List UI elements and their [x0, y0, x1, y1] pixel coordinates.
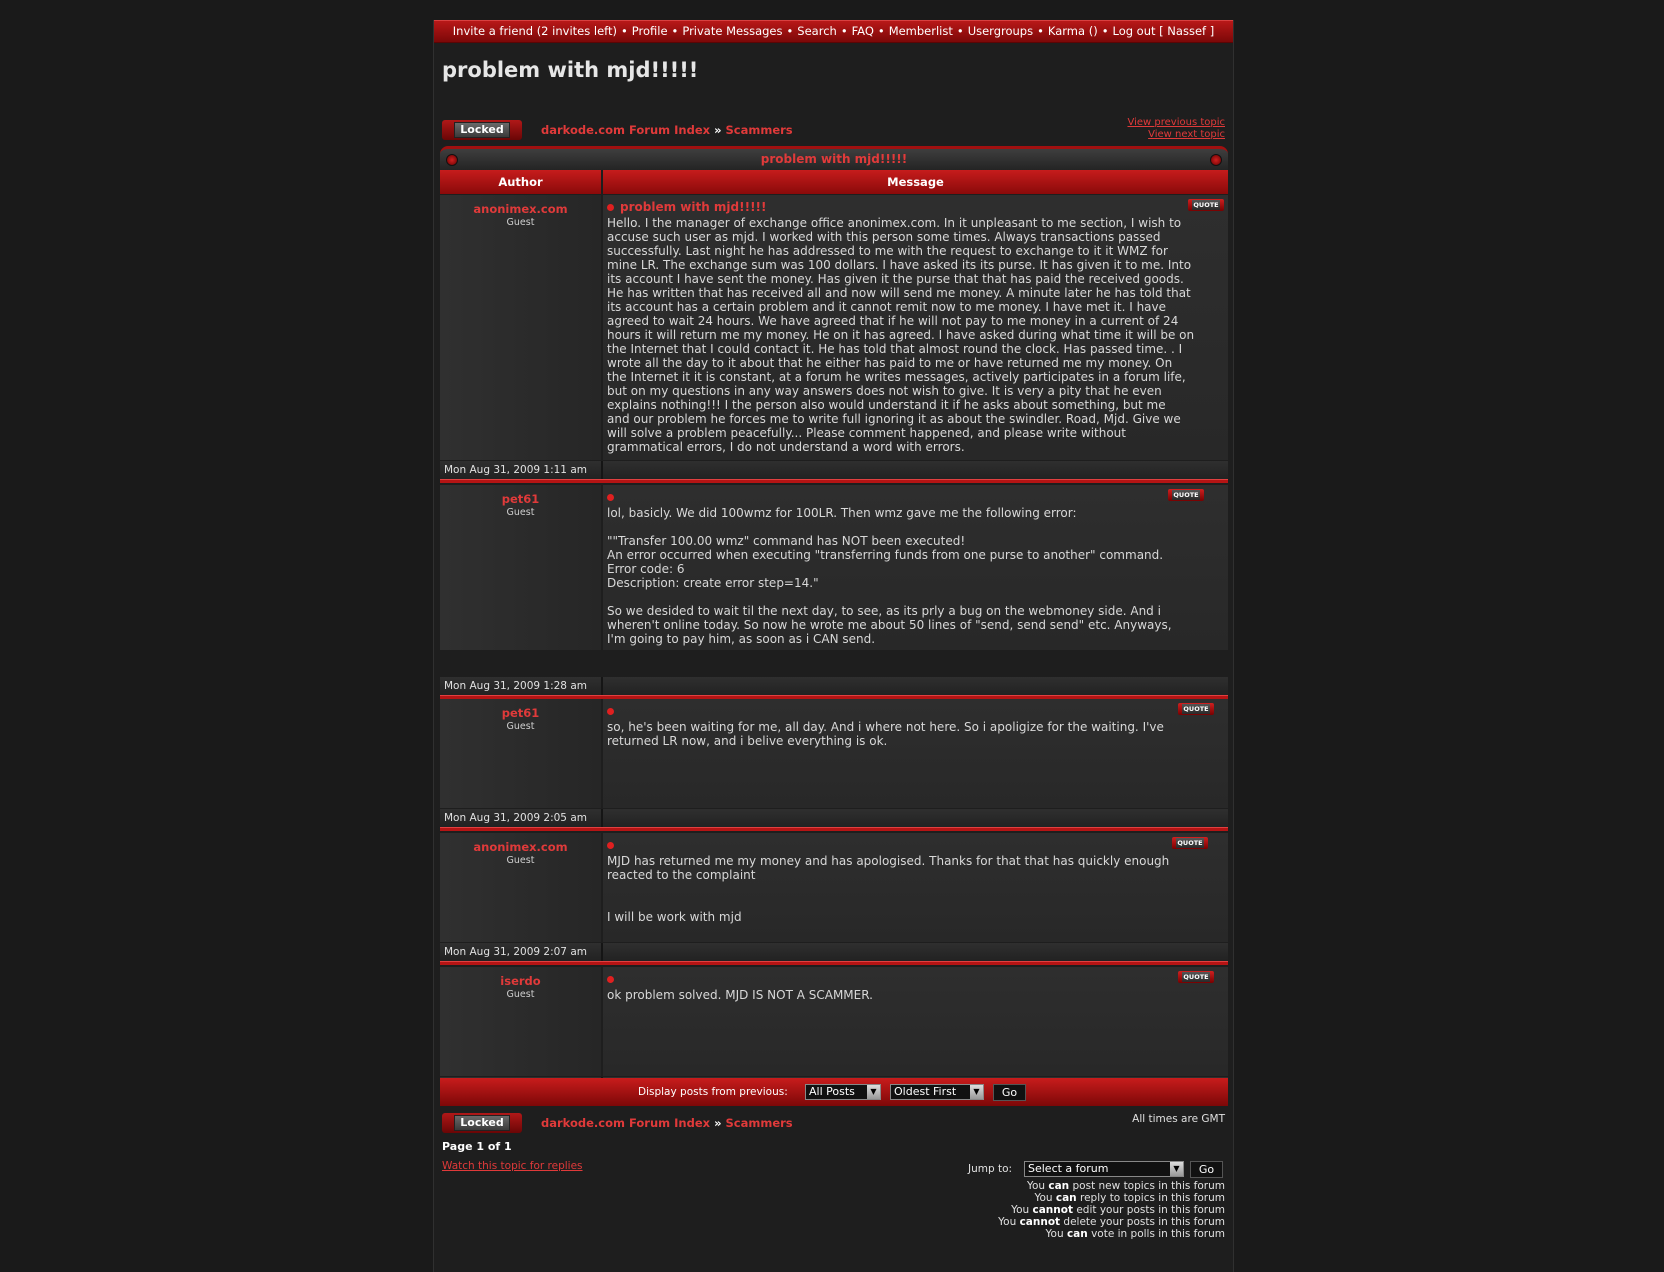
- post-separator: [440, 479, 1228, 483]
- nav-separator: •: [956, 24, 964, 38]
- post-body: [603, 195, 1228, 460]
- post-date-bar: [440, 943, 1228, 961]
- quote-label: QUOTE: [1183, 973, 1209, 981]
- post-author-rank: Guest: [506, 721, 535, 732]
- nav-profile[interactable]: Profile: [631, 24, 668, 38]
- locked-button-bottom[interactable]: [442, 1113, 522, 1133]
- breadcrumb-bottom: [541, 1116, 793, 1130]
- topic-header: [440, 146, 1228, 170]
- nav-logout[interactable]: Log out [ Nassef ]: [1112, 24, 1215, 38]
- post-author-name[interactable]: anonimex.com: [473, 840, 568, 854]
- topic-title-link[interactable]: problem with mjd!!!!!: [760, 152, 908, 166]
- nav-search[interactable]: Search: [797, 24, 837, 38]
- nav-memberlist[interactable]: Memberlist: [888, 24, 953, 38]
- timezone-note: All times are GMT: [1132, 1113, 1225, 1125]
- post-separator: [440, 827, 1228, 831]
- post-text: so, he's been waiting for me, all day. And i where not here. So i apoligize for the waiting. I've returned LR now, and i belive everything is ok.: [607, 720, 1164, 748]
- post-author-rank: Guest: [506, 989, 535, 1000]
- quote-button[interactable]: [1172, 837, 1208, 849]
- nav-karma[interactable]: Karma (): [1047, 24, 1098, 38]
- breadcrumb-separator: »: [714, 1116, 722, 1130]
- watch-topic-link[interactable]: Watch this topic for replies: [442, 1160, 583, 1172]
- display-range-select[interactable]: [805, 1084, 881, 1100]
- breadcrumb-scammers[interactable]: Scammers: [725, 123, 793, 137]
- message-column-header: Message: [603, 170, 1228, 194]
- nav-separator: •: [1101, 24, 1109, 38]
- quote-button[interactable]: [1178, 971, 1214, 983]
- post-text: MJD has returned me my money and has apologised. Thanks for that that has quickly enough reacted to the complaint I will be work with mjd: [607, 854, 1170, 924]
- permission-line: You cannot edit your posts in this forum: [1011, 1204, 1225, 1216]
- breadcrumb-separator: »: [714, 123, 722, 137]
- post-author-name[interactable]: pet61: [501, 492, 540, 506]
- nav-invite[interactable]: Invite a friend (2 invites left): [452, 24, 617, 38]
- post-date-bar: [440, 677, 1228, 695]
- chevron-down-icon: ▼: [970, 1085, 983, 1099]
- post: [440, 195, 1228, 492]
- column-headers: [440, 170, 1228, 194]
- page-container: [433, 20, 1234, 1272]
- post-separator: [440, 961, 1228, 965]
- breadcrumb-scammers[interactable]: Scammers: [725, 1116, 793, 1130]
- quote-label: QUOTE: [1183, 705, 1209, 713]
- post-subject: [607, 704, 620, 718]
- jump-to-value: Select a forum: [1028, 1162, 1109, 1175]
- nav-separator: •: [877, 24, 885, 38]
- author-column-header: Author: [440, 170, 601, 194]
- quote-label: QUOTE: [1177, 839, 1203, 847]
- post: [440, 485, 1228, 692]
- post-icon: [607, 204, 614, 211]
- nav-separator: •: [840, 24, 848, 38]
- post-subject: [607, 972, 620, 986]
- post-subject: [607, 200, 767, 214]
- quote-button[interactable]: [1188, 199, 1224, 211]
- post-date: Mon Aug 31, 2009 2:05 am: [444, 812, 587, 824]
- locked-button[interactable]: [442, 120, 522, 140]
- display-range-value: All Posts: [809, 1085, 855, 1098]
- chevron-down-icon: ▼: [1170, 1162, 1183, 1176]
- top-navigation: [434, 20, 1233, 43]
- post-date: Mon Aug 31, 2009 2:07 am: [444, 946, 587, 958]
- permission-line: You can vote in polls in this forum: [1045, 1228, 1225, 1240]
- quote-label: QUOTE: [1173, 491, 1199, 499]
- post-date-bar: [440, 809, 1228, 827]
- post-date-bar: [440, 461, 1228, 479]
- nav-separator: •: [671, 24, 679, 38]
- post-body: [603, 967, 1228, 1076]
- divider: [601, 809, 603, 827]
- view-previous-topic-link[interactable]: View previous topic: [1127, 117, 1225, 128]
- post-icon: [607, 976, 614, 983]
- display-order-value: Oldest First: [894, 1085, 957, 1098]
- display-go-button[interactable]: Go: [993, 1084, 1026, 1101]
- post-author-cell: [440, 699, 601, 808]
- nav-private-messages[interactable]: Private Messages: [682, 24, 783, 38]
- display-order-select[interactable]: [890, 1084, 984, 1100]
- post-body: [603, 699, 1228, 808]
- nav-usergroups[interactable]: Usergroups: [967, 24, 1034, 38]
- divider: [601, 943, 603, 961]
- post-author-name[interactable]: pet61: [501, 706, 540, 720]
- post-author-rank: Guest: [506, 855, 535, 866]
- nav-separator: •: [620, 24, 628, 38]
- nav-separator: •: [786, 24, 794, 38]
- jump-to-label: Jump to:: [968, 1163, 1013, 1175]
- permission-line: You cannot delete your posts in this forum: [998, 1216, 1225, 1228]
- post-author-cell: [440, 485, 601, 650]
- post-text: ok problem solved. MJD IS NOT A SCAMMER.: [607, 988, 873, 1002]
- post-icon: [607, 842, 614, 849]
- post-subject: [607, 490, 620, 504]
- quote-button[interactable]: [1178, 703, 1214, 715]
- nav-separator: •: [1037, 24, 1044, 38]
- post-author-name[interactable]: anonimex.com: [473, 202, 568, 216]
- jump-go-button[interactable]: Go: [1190, 1161, 1223, 1178]
- post: [440, 967, 1228, 1080]
- post-subject-text: problem with mjd!!!!!: [620, 200, 767, 214]
- quote-button[interactable]: [1168, 489, 1204, 501]
- quote-label: QUOTE: [1193, 201, 1219, 209]
- permission-line: You can post new topics in this forum: [1026, 1180, 1225, 1192]
- post: [440, 833, 1228, 958]
- post-date: Mon Aug 31, 2009 1:28 am: [444, 680, 587, 692]
- post-text: Hello. I the manager of exchange office anonimex.com. In it unpleasant to me section, I wish to accuse such user as mjd. I worked with this person some times. Always transactions passed successfully. Last night he has addressed to me with the request to exchange to it it WMZ for mine LR. The exchange sum was 100 dollars. I have asked its its purse. It has given it to me. Into its account I have sent the money. Has given it the purse that that has paid the received goods. He has written that has received all and now will send me money. A minute later he has told that its account has a certain problem and it cannot remit now to me money. I have met it. I have agreed to wait 24 hours. We have agreed that if he will not pay to me money in a current of 24 hours it will return me my money. He on it has agreed. I have asked during what time it will be on the Internet that I could contact it. He has told that almost round the clock. Has passed time. . I wrote all the day to it about that he either has paid to me or have returned me my money. On the Internet it it is constant, at a forum he writes messages, actively participates in a forum life, but on my questions in any way answers does not wish to give. It is very a pity that he even explains nothing!!! I the person also would understand it if he asks about something, but me and our problem he forces me to write full ignoring it as about the swindler. Road, Mjd. Give we will solve a problem peacefully... Please comment happened, and please write without grammatical errors, I do not understand a word with errors.: [607, 216, 1195, 454]
- post-subject: [607, 838, 620, 852]
- display-label: Display posts from previous:: [638, 1086, 788, 1098]
- post-author-cell: [440, 195, 601, 460]
- post-author-rank: Guest: [506, 507, 535, 518]
- post-author-rank: Guest: [506, 217, 535, 228]
- jump-to-select[interactable]: [1024, 1161, 1184, 1177]
- header-dot-icon: [446, 154, 458, 166]
- display-options-bar: [440, 1078, 1228, 1106]
- page-info: Page 1 of 1: [442, 1140, 512, 1153]
- view-next-topic-link[interactable]: View next topic: [1148, 129, 1225, 140]
- page-title: problem with mjd!!!!!: [442, 58, 699, 82]
- post-author-cell: [440, 967, 601, 1076]
- breadcrumb-forum-index[interactable]: darkode.com Forum Index: [541, 123, 711, 137]
- post: [440, 699, 1228, 824]
- post-icon: [607, 708, 614, 715]
- permission-line: You can reply to topics in this forum: [1034, 1192, 1225, 1204]
- breadcrumb: [541, 123, 793, 137]
- post-text: lol, basicly. We did 100wmz for 100LR. Then wmz gave me the following error: ""Transfer 100.00 wmz" command has NOT been executed! An error occurred when executing "transferring funds from one purse to another" command. Error code: 6 Description: create error step=14." So we desided to wait til the next day, to see, as its prly a bug on the webmoney side. And i wheren't online today. So now he wrote me about 50 lines of "send, send send" etc. Anyways, I'm going to pay him, as soon as i CAN send.: [607, 506, 1172, 646]
- divider: [601, 677, 603, 695]
- header-dot-icon: [1210, 154, 1222, 166]
- nav-faq[interactable]: FAQ: [851, 24, 874, 38]
- post-date: Mon Aug 31, 2009 1:11 am: [444, 464, 587, 476]
- post-icon: [607, 494, 614, 501]
- post-author-cell: [440, 833, 601, 942]
- post-author-name[interactable]: iserdo: [500, 974, 541, 988]
- divider: [601, 461, 603, 479]
- breadcrumb-forum-index[interactable]: darkode.com Forum Index: [541, 1116, 711, 1130]
- locked-label: Locked: [454, 1115, 510, 1131]
- chevron-down-icon: ▼: [867, 1085, 880, 1099]
- post-body: [603, 833, 1228, 942]
- locked-label: Locked: [454, 122, 510, 138]
- post-body: [603, 485, 1228, 650]
